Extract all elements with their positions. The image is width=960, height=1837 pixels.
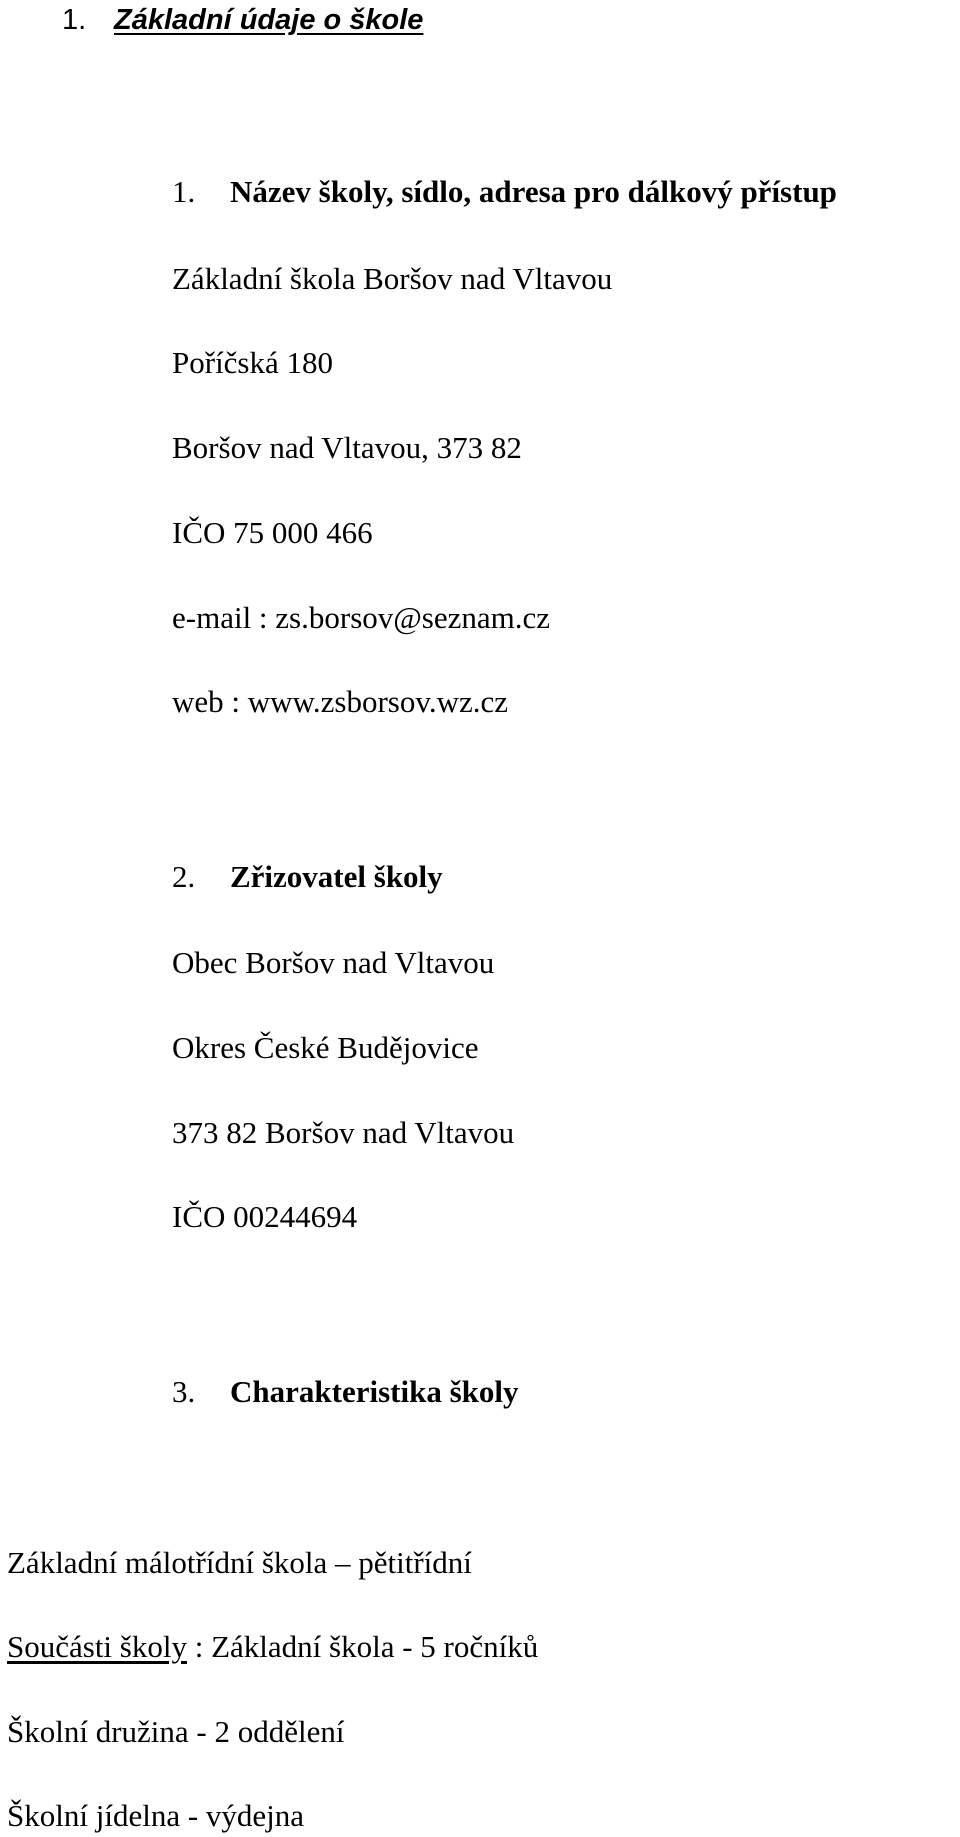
school-street: Poříčská 180 <box>172 345 334 380</box>
section-3-heading <box>172 1376 519 1407</box>
founder-district: Okres České Budějovice <box>172 1030 479 1065</box>
school-city: Boršov nad Vltavou, 373 82 <box>172 430 522 465</box>
school-parts <box>7 1631 538 1662</box>
main-heading-title: Základní údaje o škole <box>114 4 424 36</box>
section-2-title: Zřizovatel školy <box>230 859 443 894</box>
founder-name: Obec Boršov nad Vltavou <box>172 945 495 980</box>
main-heading-number: 1. <box>62 4 87 36</box>
school-club: Školní družina - 2 oddělení <box>7 1714 345 1749</box>
founder-ico: IČO 00244694 <box>172 1199 358 1234</box>
section-3-title: Charakteristika školy <box>230 1374 519 1409</box>
school-name: Základní škola Boršov nad Vltavou <box>172 261 613 296</box>
school-ico: IČO 75 000 466 <box>172 515 373 550</box>
section-2-number: 2. <box>172 859 196 894</box>
school-canteen: Školní jídelna - výdejna <box>7 1798 305 1833</box>
section-1-heading <box>172 176 837 207</box>
school-type: Základní málotřídní škola – pětitřídní <box>7 1545 472 1580</box>
school-web: web : www.zsborsov.wz.cz <box>172 684 509 719</box>
section-1-number: 1. <box>172 174 196 209</box>
school-parts-separator: : <box>186 1629 212 1664</box>
school-email: e-mail : zs.borsov@seznam.cz <box>172 600 551 635</box>
main-heading <box>62 6 423 35</box>
section-1-title: Název školy, sídlo, adresa pro dálkový přístup <box>230 174 837 209</box>
section-3-number: 3. <box>172 1374 196 1409</box>
school-parts-label: Součásti školy <box>7 1629 187 1664</box>
section-2-heading <box>172 861 443 892</box>
school-parts-basic: Základní škola - 5 ročníků <box>211 1629 539 1664</box>
founder-address: 373 82 Boršov nad Vltavou <box>172 1115 515 1150</box>
